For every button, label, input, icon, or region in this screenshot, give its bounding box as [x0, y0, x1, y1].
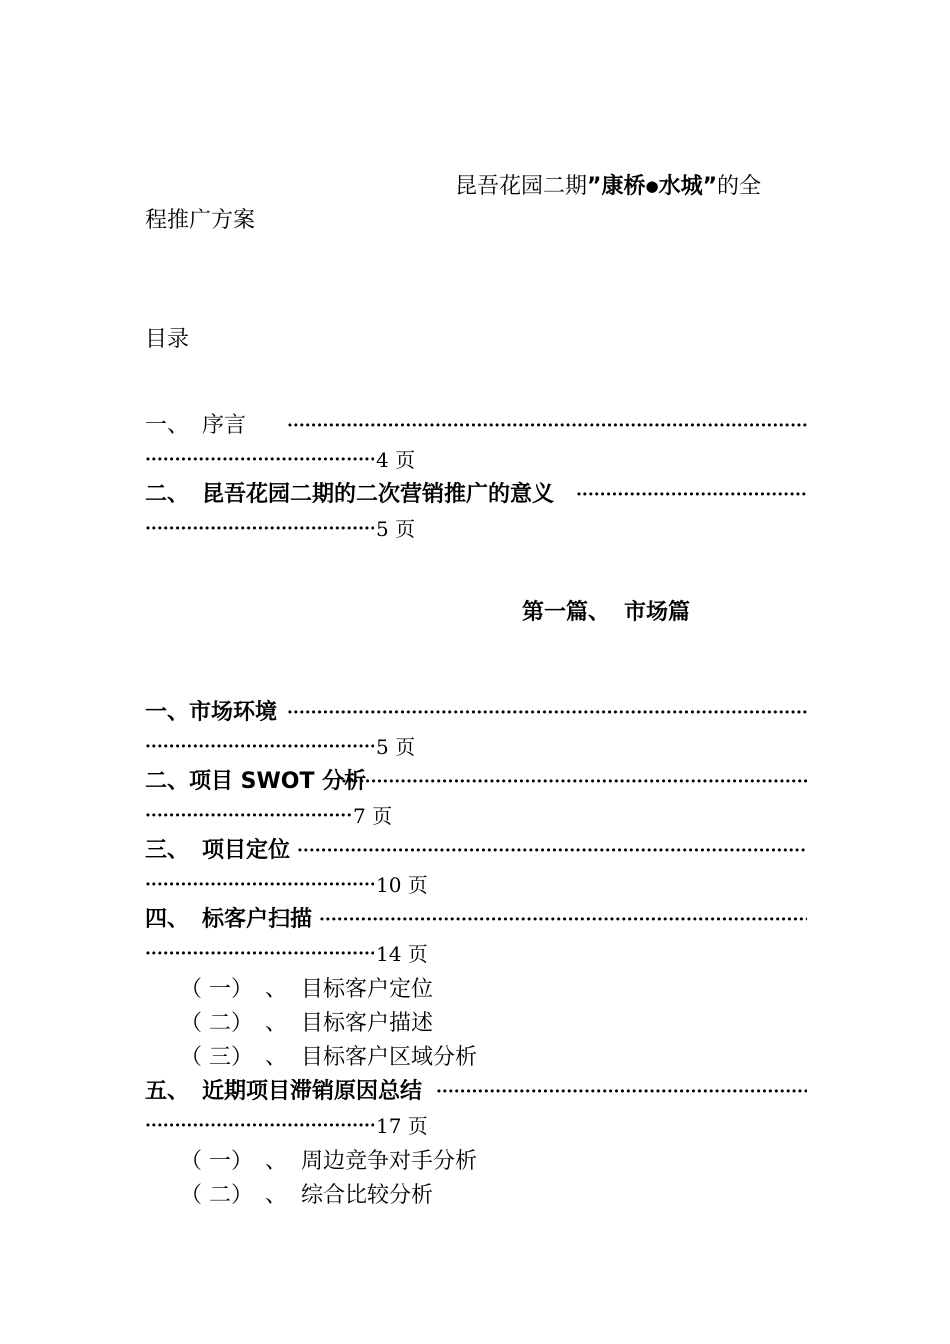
toc-leader-dots	[145, 515, 374, 543]
toc-entry-num: 五、	[145, 1079, 190, 1104]
toc-entry	[145, 699, 277, 727]
toc-entry-label: 标客户扫描	[202, 907, 313, 932]
toc-subentry-sep: 、	[265, 1149, 288, 1174]
toc-leader-dots	[341, 768, 807, 796]
toc-entry-label: 近期项目滞销原因总结	[202, 1079, 423, 1104]
toc-entry-label: 项目定位	[202, 838, 291, 863]
toc-page-ref: 5 页	[376, 517, 416, 541]
toc-subentry-label: 目标客户定位	[301, 977, 434, 1002]
toc-subentry-num: （ 一）	[180, 977, 253, 1002]
toc-subentry-num: （ 二）	[180, 1183, 253, 1208]
toc-subentry-sep: 、	[265, 1011, 288, 1036]
toc-leader-dots	[145, 1112, 374, 1140]
toc-subentry-sep: 、	[265, 1183, 288, 1208]
part-heading-label: 市场篇	[624, 600, 691, 625]
toc-leader-dots	[145, 940, 374, 968]
bullet-icon: ●	[645, 177, 659, 195]
toc-leader-dots	[576, 481, 807, 509]
toc-page-ref: 7 页	[353, 804, 393, 828]
toc-subentry-num: （ 一）	[180, 1149, 253, 1174]
part-heading-num: 第一篇、	[522, 599, 611, 625]
toc-leader-dots	[319, 906, 807, 934]
toc-entry-label: 市场环境	[189, 700, 278, 725]
toc-heading: 目录	[145, 327, 190, 352]
toc-subentry-label: 周边竞争对手分析	[301, 1149, 478, 1174]
part-heading	[522, 598, 690, 627]
toc-entry-num: 二、	[145, 769, 190, 794]
toc-subentry	[180, 976, 433, 1004]
toc-leader-dots	[145, 871, 374, 899]
toc-leader-dots	[287, 699, 807, 727]
toc-page-ref: 10 页	[376, 873, 428, 897]
toc-leader-dots	[145, 446, 374, 474]
title-suffix: 的全	[717, 174, 762, 199]
toc-subentry-label: 综合比较分析	[301, 1183, 434, 1208]
toc-subentry-num: （ 三）	[180, 1045, 253, 1070]
toc-leader-dots	[145, 802, 351, 830]
toc-subentry	[180, 1010, 433, 1038]
toc-entry-label: 昆吾花园二期的二次营销推广的意义	[202, 482, 555, 507]
toc-subentry-sep: 、	[265, 977, 288, 1002]
toc-subentry	[180, 1182, 433, 1210]
toc-entry-num: 四、	[145, 907, 190, 932]
document-title-line1	[455, 172, 761, 201]
toc-subentry-label: 目标客户描述	[301, 1011, 434, 1036]
toc-subentry-sep: 、	[265, 1045, 288, 1070]
toc-page-ref: 17 页	[376, 1114, 428, 1138]
toc-entry-num: 三、	[145, 838, 190, 863]
toc-page-ref: 14 页	[376, 942, 428, 966]
toc-entry-num: 一、	[145, 413, 190, 438]
toc-subentry-num: （ 二）	[180, 1011, 253, 1036]
toc-entry-num: 二、	[145, 482, 190, 507]
toc-leader-dots	[145, 733, 374, 761]
toc-entry-num: 一、	[145, 700, 190, 725]
title-quoted-2: 水城”	[658, 174, 718, 199]
toc-entry	[145, 768, 366, 796]
document-title-line2: 程推广方案	[145, 208, 256, 233]
toc-leader-dots	[287, 412, 807, 440]
toc-entry-label: 序言	[202, 413, 247, 438]
title-quoted: ”康桥	[587, 174, 646, 199]
title-prefix: 昆吾花园二期	[455, 174, 588, 199]
toc-subentry	[180, 1044, 477, 1072]
toc-page-ref: 4 页	[376, 448, 416, 472]
toc-entry-label: 项目 SWOT 分析	[189, 769, 367, 794]
toc-page-ref: 5 页	[376, 735, 416, 759]
toc-subentry-label: 目标客户区域分析	[301, 1045, 478, 1070]
toc-leader-dots	[436, 1078, 807, 1106]
toc-subentry	[180, 1148, 477, 1176]
toc-leader-dots	[297, 837, 807, 865]
